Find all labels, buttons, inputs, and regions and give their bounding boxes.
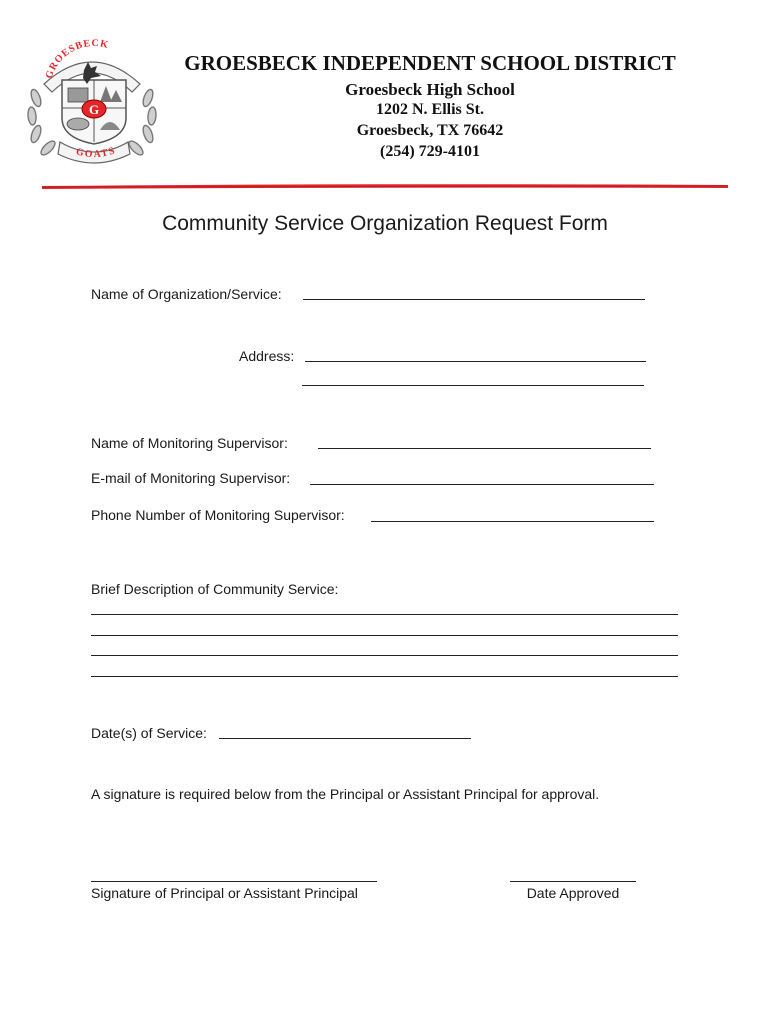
description-label: Brief Description of Community Service: xyxy=(91,581,339,597)
school-phone: (254) 729-4101 xyxy=(380,143,480,160)
crest-bottom-text: GOATS xyxy=(74,145,118,161)
school-crest-icon xyxy=(22,38,162,168)
svg-text:G: G xyxy=(88,102,100,117)
district-name: GROESBECK INDEPENDENT SCHOOL DISTRICT xyxy=(184,51,676,75)
signature-field[interactable] xyxy=(91,881,377,882)
header-divider xyxy=(42,178,728,187)
form-title: Community Service Organization Request Form xyxy=(162,212,608,235)
address-label: Address: xyxy=(239,348,295,364)
crest-top-text: GROESBECK xyxy=(43,38,111,81)
description-line[interactable] xyxy=(91,676,678,677)
description-line[interactable] xyxy=(91,614,678,615)
school-city: Groesbeck, TX 76642 xyxy=(356,122,504,139)
supervisor-name-label: Name of Monitoring Supervisor: xyxy=(91,435,288,451)
date-approved-field[interactable] xyxy=(510,881,636,882)
signature-label: Signature of Principal or Assistant Principal xyxy=(91,885,358,901)
org-name-field[interactable] xyxy=(303,299,645,300)
supervisor-email-field[interactable] xyxy=(310,484,654,485)
service-dates-label: Date(s) of Service: xyxy=(91,725,207,741)
supervisor-phone-label: Phone Number of Monitoring Supervisor: xyxy=(91,507,345,523)
signature-note: A signature is required below from the Principal or Assistant Principal for approval. xyxy=(91,786,600,802)
school-name: Groesbeck High School xyxy=(345,80,515,99)
description-line[interactable] xyxy=(91,655,678,656)
school-street: 1202 N. Ellis St. xyxy=(375,101,484,118)
date-approved-label: Date Approved xyxy=(526,885,620,901)
school-crest-logo xyxy=(22,38,162,168)
supervisor-email-label: E-mail of Monitoring Supervisor: xyxy=(91,470,291,486)
supervisor-phone-field[interactable] xyxy=(371,521,654,522)
address-field-line2[interactable] xyxy=(302,385,644,386)
address-field-line1[interactable] xyxy=(305,361,646,362)
org-name-label: Name of Organization/Service: xyxy=(91,286,282,302)
description-line[interactable] xyxy=(91,635,678,636)
supervisor-name-field[interactable] xyxy=(318,448,651,449)
service-dates-field[interactable] xyxy=(219,738,471,739)
